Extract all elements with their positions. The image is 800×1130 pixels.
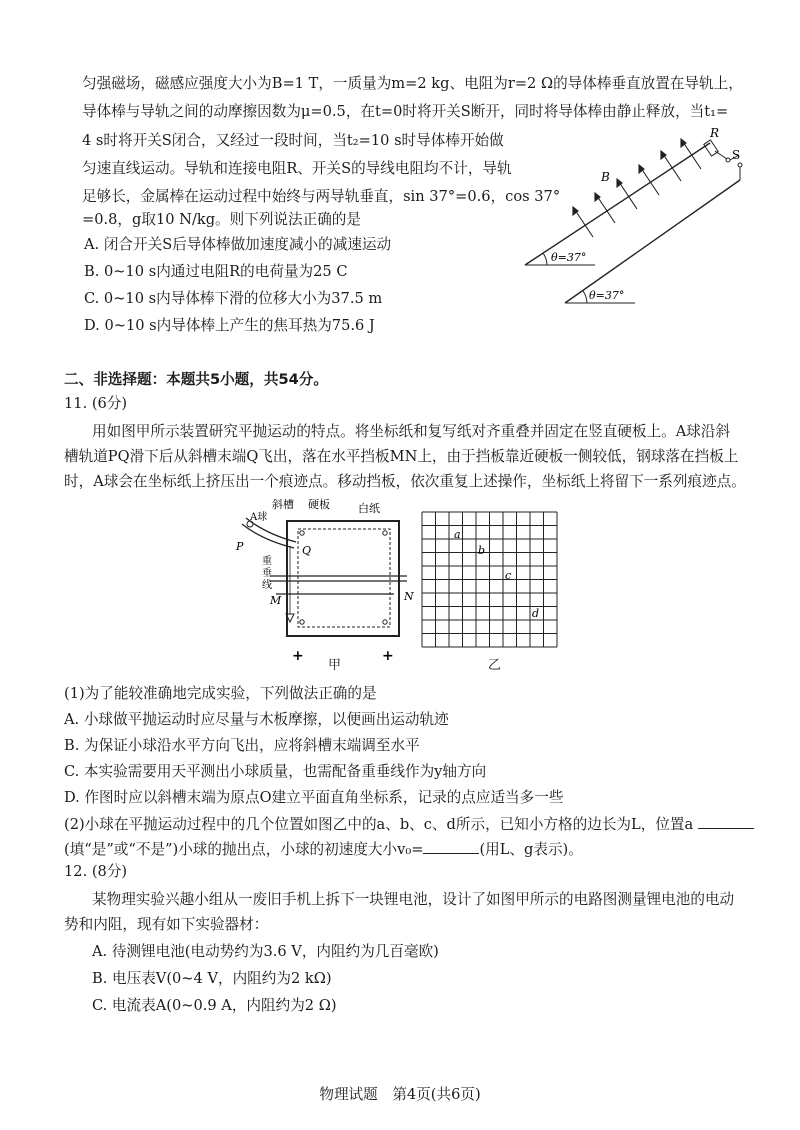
figure-jia: [232, 496, 422, 668]
label-Q: Q: [302, 544, 312, 557]
q12-item-b: B. 电压表V(0~4 V，内阻约为2 kΩ): [92, 970, 332, 987]
q12-item-c: C. 电流表A(0~0.9 A，内阻约为2 Ω): [92, 997, 337, 1014]
label-B: B: [601, 170, 610, 184]
q10-option-a: A. 闭合开关S后导体棒做加速度减小的减速运动: [84, 236, 392, 253]
q10-text-line-3: 4 s时将开关S闭合，又经过一段时间，当t₂=10 s时导体棒开始做: [82, 132, 504, 149]
label-plumb-1: 重: [262, 556, 272, 567]
point-c: c: [505, 569, 512, 582]
q11-intro-line-3: 时，A球会在坐标纸上挤压出一个痕迹点。移动挡板，依次重复上述操作，坐标纸上将留下一系列痕迹点。: [64, 473, 746, 490]
q11-intro-line-1: 用如图甲所示装置研究平抛运动的特点。将坐标纸和复写纸对齐重叠并固定在竖直硬板上。A球沿斜: [92, 423, 731, 440]
svg-text:+: +: [382, 648, 394, 664]
q10-text-line-2: 导体棒与导轨之间的动摩擦因数为μ=0.5，在t=0时将开关S断开，同时将导体棒由静止释放，当t₁=: [82, 103, 729, 120]
q10-option-b: B. 0~10 s内通过电阻R的电荷量为25 C: [84, 263, 348, 280]
q11-sub2-text-2: (填“是”或“不是”)小球的抛出点，小球的初速度大小v₀=: [64, 841, 424, 858]
point-a: a: [454, 528, 461, 541]
q11-sub1: (1)为了能较准确地完成实验，下列做法正确的是: [64, 685, 377, 702]
q10-text-line-5: 足够长，金属棒在运动过程中始终与两导轨垂直，sin 37°=0.6，cos 37°: [82, 188, 561, 205]
angle-label-upper: θ=37°: [551, 251, 587, 264]
point-d: d: [532, 607, 540, 620]
svg-text:+: +: [292, 648, 304, 664]
figure-yi-grid: [420, 510, 560, 650]
q11-sub1-option-b: B. 为保证小球沿水平方向飞出，应将斜槽末端调至水平: [64, 737, 420, 754]
q12-item-a: A. 待测锂电池(电动势约为3.6 V，内阻约为几百毫欧): [92, 943, 439, 960]
q11-sub2-text-3: (用L、g表示)。: [479, 841, 583, 858]
caption-jia: 甲: [328, 658, 342, 673]
q11-sub1-option-a: A. 小球做平抛运动时应尽量与木板摩擦，以便画出运动轨迹: [64, 711, 449, 728]
label-S: S: [732, 148, 741, 162]
q11-sub1-option-d: D. 作图时应以斜槽末端为原点O建立平面直角坐标系，记录的点应适当多一些: [64, 789, 564, 806]
answer-blank-a[interactable]: [698, 814, 754, 829]
page-footer: 物理试题 第4页(共6页): [319, 1086, 481, 1103]
q11-sub2-text-1: (2)小球在平抛运动过程中的几个位置如图乙中的a、b、c、d所示，已知小方格的边长为L，位置a: [64, 816, 694, 833]
q10-text-line-1: 匀强磁场，磁感应强度大小为B=1 T，一质量为m=2 kg、电阻为r=2 Ω的导体棒垂直放置在导轨上，: [82, 75, 743, 92]
caption-yi: 乙: [488, 658, 502, 673]
label-paper: 白纸: [358, 502, 380, 515]
q12-intro-line-1: 某物理实验兴趣小组从一废旧手机上拆下一块锂电池，设计了如图甲所示的电路图测量锂电池的电动: [92, 891, 735, 908]
answer-blank-v0[interactable]: [423, 839, 479, 854]
label-ball: A球: [250, 512, 268, 523]
label-plumb-3: 线: [262, 580, 272, 591]
label-R: R: [710, 126, 720, 140]
incline-rail-figure: [515, 125, 750, 310]
angle-label-lower: θ=37°: [589, 289, 625, 302]
q10-option-d: D. 0~10 s内导体棒上产生的焦耳热为75.6 J: [84, 317, 375, 334]
label-N: N: [404, 590, 414, 603]
q12-intro-line-2: 势和内阻，现有如下实验器材：: [64, 916, 269, 933]
q11-sub2-line-2: [64, 839, 583, 860]
q11-sub1-option-c: C. 本实验需要用天平测出小球质量，也需配备重垂线作为y轴方向: [64, 763, 487, 780]
q12-number: 12. (8分): [64, 863, 128, 880]
label-M: M: [270, 594, 282, 607]
section-2-title: 二、非选择题：本题共5小题，共54分。: [64, 371, 328, 388]
label-board: 硬板: [308, 498, 330, 511]
q11-sub2-line-1: [64, 814, 754, 835]
label-plumb-2: 垂: [262, 568, 272, 579]
q10-text-line-6: =0.8，g取10 N/kg。则下列说法正确的是: [82, 211, 361, 228]
label-P: P: [236, 540, 244, 553]
point-b: b: [478, 544, 486, 557]
q10-option-c: C. 0~10 s内导体棒下滑的位移大小为37.5 m: [84, 290, 383, 307]
q11-number: 11. (6分): [64, 395, 128, 412]
q10-text-line-4: 匀速直线运动。导轨和连接电阻R、开关S的导线电阻均不计，导轨: [82, 160, 512, 177]
q11-intro-line-2: 槽轨道PQ滑下后从斜槽末端Q飞出，落在水平挡板MN上，由于挡板靠近硬板一侧较低，钢球落在挡板上: [64, 448, 739, 465]
label-chute: 斜槽: [272, 498, 294, 511]
